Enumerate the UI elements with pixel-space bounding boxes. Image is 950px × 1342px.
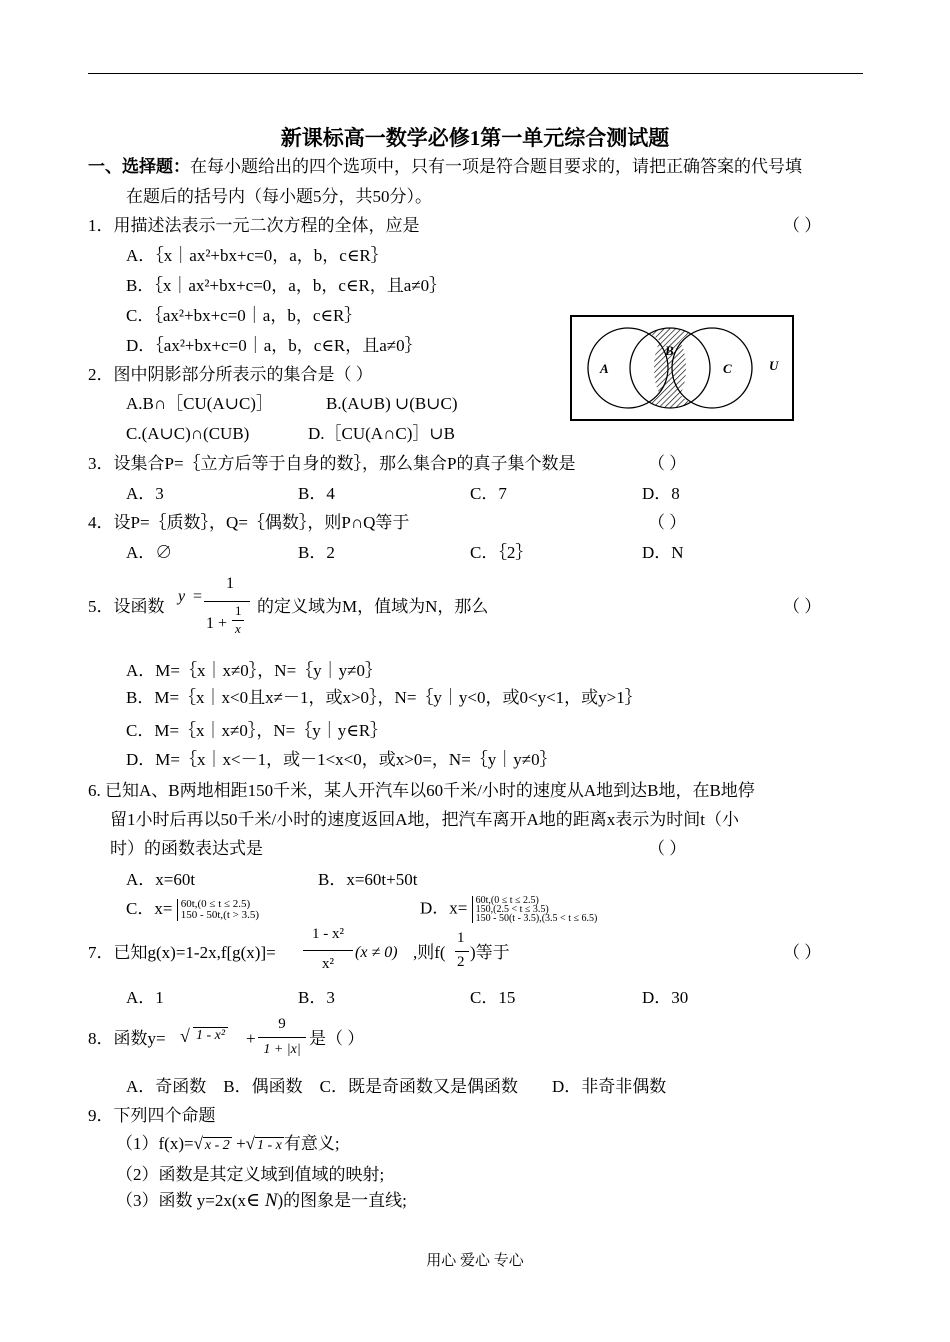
q5-option-a: A．M=｛x｜x≠0｝，N=｛y｜y≠0｝ (126, 661, 383, 680)
q9-p1-radicand-1: x - 2 (204, 1138, 230, 1153)
q8-fraction-bar (258, 1037, 306, 1038)
q3-stem: 3．设集合P=｛立方后等于自身的数｝，那么集合P的真子集个数是 (88, 454, 576, 473)
q8-plus: + (246, 1029, 256, 1048)
q6-line-2: 留1小时后再以50千米/小时的速度返回A地，把汽车离开A地的距离x表示为时间t（小 (110, 810, 739, 829)
q8-post: 是（ ） (309, 1029, 365, 1048)
q4-stem: 4．设P=｛质数｝，Q=｛偶数｝，则P∩Q等于 (88, 513, 410, 532)
top-rule (88, 73, 863, 74)
q7-half-num: 1 (457, 930, 465, 946)
q5-post: 的定义域为M，值域为N，那么 (257, 597, 489, 616)
page-title: 新课标高一数学必修1第一单元综合测试题 (280, 126, 670, 150)
q5-answer-paren: （ ） (783, 597, 822, 616)
label-u: U (769, 358, 779, 373)
q9-p1-radical-2: √ (245, 1134, 255, 1153)
q7-fraction (303, 926, 353, 978)
q6-option-c (126, 898, 259, 921)
q8-radicand: 1 - x² (193, 1027, 228, 1044)
q8-radical-sign: √ (180, 1026, 190, 1046)
q4-option-a: A．∅ (126, 543, 173, 562)
q5-formula (176, 575, 256, 647)
q5-pre: 5．设函数 (88, 597, 165, 616)
q9-stem: 9．下列四个命题 (88, 1106, 216, 1125)
q7-half-bar (455, 951, 469, 952)
q5-eq: = (193, 588, 203, 605)
q6-option-a: A．x=60t (126, 870, 196, 889)
q5-numerator: 1 (226, 575, 234, 592)
q6-line-3: 时）的函数表达式是 (110, 839, 263, 858)
q6-answer-paren: （ ） (648, 839, 687, 858)
q6-option-d (420, 896, 597, 923)
q7-pre: 7．已知g(x)=1-2x,f[g(x)]= (88, 943, 276, 962)
q7-post: )等于 (470, 943, 510, 962)
section-text-2: 在题后的括号内（每小题5分，共50分）。 (126, 187, 432, 206)
q9-p1-radical-1: √ (193, 1134, 203, 1153)
q6-option-d-label: D．x= (420, 898, 468, 918)
q8-numerator: 9 (278, 1016, 286, 1032)
q1-answer-paren: （ ） (783, 216, 822, 235)
q6-option-b: B．x=60t+50t (318, 870, 418, 889)
q5-inner-x: x (235, 621, 241, 636)
q7-half (455, 930, 469, 976)
q1-stem: 1．用描述法表示一元二次方程的全体，应是 (88, 216, 420, 235)
q5-option-c: C．M=｛x｜x≠0｝，N=｛y｜y∈R｝ (126, 721, 388, 740)
q6-d-case-2: 150,(2.5 < t ≤ 3.5) (475, 904, 549, 915)
q6-option-c-label: C．x= (126, 899, 173, 918)
q4-option-c: C．｛2｝ (470, 543, 533, 562)
q6-line-1: 6. 已知A、B两地相距150千米，某人开汽车以60千米/小时的速度从A地到达B地，在B地停 (88, 781, 755, 800)
q9-p3-in: ∈ N (246, 1190, 278, 1211)
q7-mid: ,则f( (413, 943, 446, 962)
q7-condition: (x ≠ 0) (355, 944, 398, 961)
q9-p1-radicand-2: 1 - x (257, 1138, 282, 1153)
q2-option-b: B.(A∪B) ∪(B∪C) (326, 394, 458, 413)
q2-option-c: C.(A∪C)∩(CUB) (126, 424, 250, 443)
q3-answer-paren: （ ） (648, 454, 687, 473)
label-b: B (665, 343, 674, 358)
venn-diagram (570, 315, 795, 421)
q3-option-b: B．4 (298, 484, 335, 503)
q4-option-b: B．2 (298, 543, 335, 562)
q6-option-c-piecewise (177, 899, 259, 921)
q1-option-c: C．｛ax²+bx+c=0｜a，b，c∈R｝ (126, 306, 362, 325)
q7-denominator: x² (322, 956, 334, 972)
q2-stem: 2．图中阴影部分所表示的集合是（ ） (88, 365, 373, 384)
q9-p1-pre: （1）f(x)= (116, 1134, 194, 1153)
q5-denominator: 1 + (206, 615, 228, 632)
q9-prop-2: （2）函数是其定义域到值域的映射; (116, 1165, 385, 1184)
label-a: A (600, 361, 609, 376)
q7-option-c: C．15 (470, 988, 516, 1007)
q3-option-c: C．7 (470, 484, 507, 503)
q9-p1-post: 有意义; (283, 1134, 340, 1153)
q5-option-b: B．M=｛x｜x<0且x≠－1，或x>0｝，N=｛y｜y<0，或0<y<1，或y>1｝ (126, 688, 642, 707)
q7-option-d: D．30 (642, 988, 689, 1007)
q6-d-case-1: 60t,(0 ≤ t ≤ 2.5) (475, 895, 539, 906)
q9-p3-pre: （3）函数 y=2x(x (116, 1191, 246, 1210)
q3-option-d: D．8 (642, 484, 680, 503)
q7-option-b: B．3 (298, 988, 335, 1007)
q7-fraction-bar (303, 950, 353, 951)
q9-p3-post: )的图象是一直线; (277, 1191, 407, 1210)
q6-c-case-2: 150 - 50t,(t > 3.5) (180, 909, 259, 922)
q8-options: A．奇函数 B．偶函数 C．既是奇函数又是偶函数 D．非奇非偶数 (126, 1077, 667, 1096)
page-footer: 用心 爱心 专心 (426, 1253, 524, 1269)
q8-fraction (258, 1016, 306, 1066)
q8-pre: 8．函数y= (88, 1029, 166, 1048)
q1-option-b: B．｛x｜ax²+bx+c=0，a，b，c∈R，且a≠0｝ (126, 276, 447, 295)
q6-option-d-piecewise (472, 896, 598, 923)
q5-y: y (178, 588, 186, 605)
q9-prop-1 (116, 1133, 340, 1157)
q5-fraction-bar (204, 601, 250, 602)
q7-answer-paren: （ ） (783, 943, 822, 962)
q4-answer-paren: （ ） (648, 513, 687, 532)
q1-option-a: A．｛x｜ax²+bx+c=0，a，b，c∈R｝ (126, 246, 388, 265)
q7-half-den: 2 (457, 954, 465, 970)
q3-option-a: A．3 (126, 484, 164, 503)
q6-c-case-1: 60t,(0 ≤ t ≤ 2.5) (180, 898, 251, 911)
q7-numerator: 1 - x² (312, 926, 344, 942)
q6-d-case-3: 150 - 50(t - 3.5),(3.5 < t ≤ 6.5) (475, 913, 598, 924)
q4-option-d: D．N (642, 543, 684, 562)
q1-option-d: D．｛ax²+bx+c=0｜a，b，c∈R，且a≠0｝ (126, 336, 422, 355)
q8-denominator: 1 + |x| (263, 1042, 301, 1057)
section-intro (88, 156, 802, 178)
q7-option-a: A．1 (126, 988, 164, 1007)
label-c: C (723, 361, 732, 376)
q5-option-d: D．M=｛x｜x<－1，或－1<x<0，或x>0=，N=｛y｜y≠0｝ (126, 750, 557, 769)
section-heading: 一、选择题： (88, 157, 190, 176)
q2-option-d: D.［CU(A∩C)］∪B (308, 424, 455, 443)
section-text-1: 在每小题给出的四个选项中，只有一项是符合题目要求的，请把正确答案的代号填 (190, 157, 802, 176)
q9-p1-plus: + (236, 1134, 246, 1153)
q9-prop-3 (116, 1190, 407, 1212)
q5-inner-one: 1 (235, 603, 242, 618)
q2-option-a: A.B∩［CU(A∪C)］ (126, 394, 273, 413)
